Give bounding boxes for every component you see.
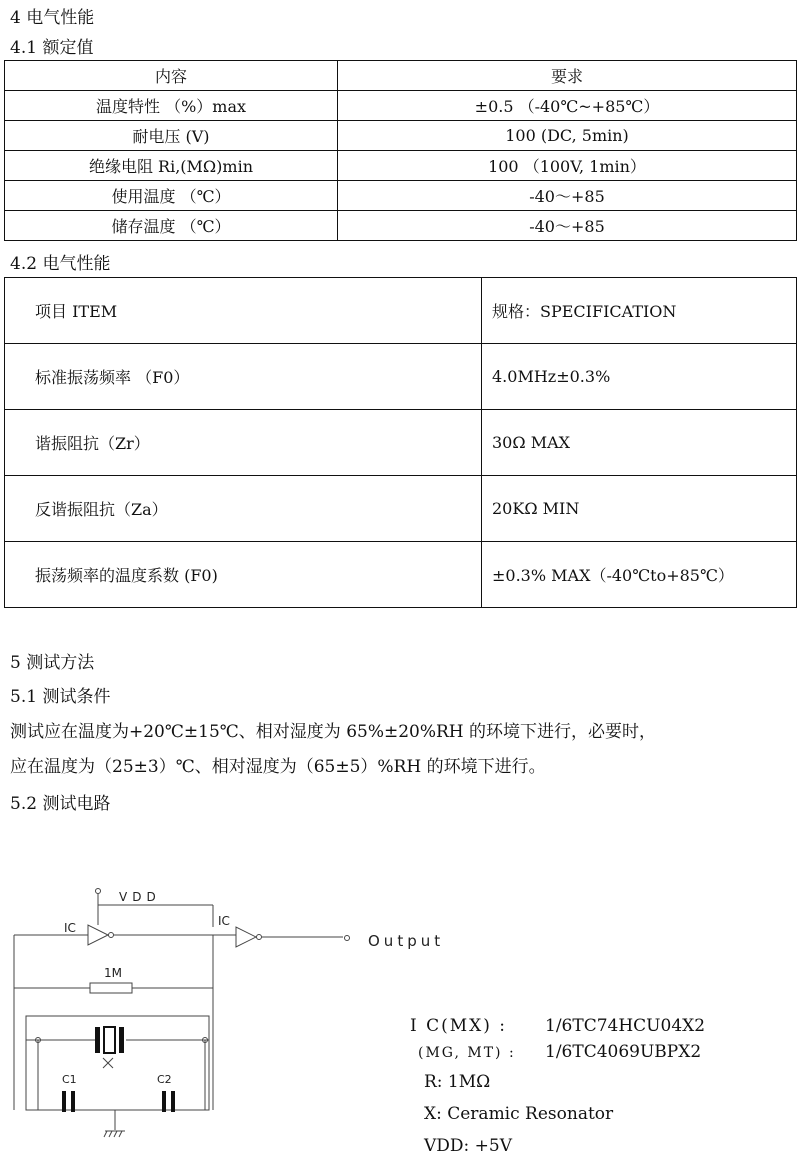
table-cell: 4.0MHz±0.3% bbox=[482, 344, 797, 410]
table-cell: 标准振荡频率 （F0） bbox=[5, 344, 482, 410]
ceramic-resonator bbox=[95, 1027, 124, 1053]
table-cell: 100 (DC, 5min) bbox=[338, 121, 797, 151]
table-row bbox=[5, 410, 797, 476]
table-row bbox=[5, 151, 797, 181]
legend-resistor: R: 1MΩ bbox=[424, 1072, 491, 1092]
ic1-label: IC bbox=[64, 921, 76, 935]
section-4-1-title: 4.1 额定值 bbox=[10, 38, 94, 58]
table-row bbox=[5, 181, 797, 211]
table-cell: 30Ω MAX bbox=[482, 410, 797, 476]
table-row bbox=[5, 344, 797, 410]
c2-label: C2 bbox=[157, 1073, 172, 1086]
table-cell: 温度特性 （%）max bbox=[5, 91, 338, 121]
legend-ic-mx-value: 1/6TC74HCU04X2 bbox=[545, 1016, 706, 1036]
header-cell: 内容 bbox=[5, 61, 338, 91]
test-condition-line-2: 应在温度为（25±3）℃、相对湿度为（65±5）%RH 的环境下进行。 bbox=[10, 757, 546, 777]
resistor-1m bbox=[90, 983, 132, 993]
table-cell: 谐振阻抗（Zr） bbox=[5, 410, 482, 476]
section-4-title: 4 电气性能 bbox=[10, 8, 95, 28]
table-cell: 项目 ITEM bbox=[5, 278, 482, 344]
table-cell: ±0.3% MAX（-40℃to+85℃） bbox=[482, 542, 797, 608]
table-row bbox=[5, 476, 797, 542]
table-row bbox=[5, 91, 797, 121]
ic2-label: IC bbox=[218, 914, 230, 928]
table-cell: 20KΩ MIN bbox=[482, 476, 797, 542]
table-cell: -40～+85 bbox=[338, 181, 797, 211]
section-5-2-title: 5.2 测试电路 bbox=[10, 794, 111, 814]
capacitor-c2 bbox=[162, 1091, 175, 1112]
section-4-2-title: 4.2 电气性能 bbox=[10, 254, 111, 274]
table-row bbox=[5, 542, 797, 608]
table-cell: 耐电压 (V) bbox=[5, 121, 338, 151]
table-row bbox=[5, 278, 797, 344]
table-cell: 100 （100V, 1min） bbox=[338, 151, 797, 181]
vdd-terminal bbox=[96, 889, 101, 894]
output-label: Output bbox=[368, 932, 445, 950]
test-condition-line-1: 测试应在温度为+20℃±15℃、相对湿度为 65%±20%RH 的环境下进行，必要时， bbox=[10, 722, 657, 742]
table-cell: 规格：SPECIFICATION bbox=[482, 278, 797, 344]
vdd-label: VDD bbox=[119, 890, 161, 904]
table-header-row bbox=[5, 61, 797, 91]
table-cell: 振荡频率的温度系数 (F0) bbox=[5, 542, 482, 608]
inverter-ic1 bbox=[88, 925, 108, 945]
electrical-performance-table bbox=[4, 277, 797, 608]
section-5-1-title: 5.1 测试条件 bbox=[10, 687, 111, 707]
capacitor-c1 bbox=[62, 1091, 75, 1112]
table-cell: 反谐振阻抗（Za） bbox=[5, 476, 482, 542]
output-terminal bbox=[345, 936, 350, 941]
resistor-label: 1M bbox=[104, 966, 122, 980]
section-5-title: 5 测试方法 bbox=[10, 653, 95, 673]
legend-ic-mgmt-value: 1/6TC4069UBPX2 bbox=[545, 1042, 702, 1062]
table-cell: 储存温度 （℃） bbox=[5, 211, 338, 241]
legend-vdd: VDD: +5V bbox=[424, 1136, 513, 1156]
table-row bbox=[5, 121, 797, 151]
c1-label: C1 bbox=[62, 1073, 77, 1086]
legend-ic-mx-label: I C(MX) : bbox=[410, 1016, 508, 1036]
legend-resonator: X: Ceramic Resonator bbox=[424, 1104, 614, 1124]
test-circuit-diagram bbox=[0, 875, 460, 1150]
table-cell: 绝缘电阻 Ri,(MΩ)min bbox=[5, 151, 338, 181]
header-cell: 要求 bbox=[338, 61, 797, 91]
table-cell: -40～+85 bbox=[338, 211, 797, 241]
inverter-ic2 bbox=[236, 927, 256, 947]
table-row bbox=[5, 211, 797, 241]
table-cell: ±0.5 （-40℃~+85℃） bbox=[338, 91, 797, 121]
legend-ic-mgmt-label: (MG, MT) : bbox=[418, 1045, 516, 1061]
rated-values-table bbox=[4, 60, 797, 241]
table-cell: 使用温度 （℃） bbox=[5, 181, 338, 211]
